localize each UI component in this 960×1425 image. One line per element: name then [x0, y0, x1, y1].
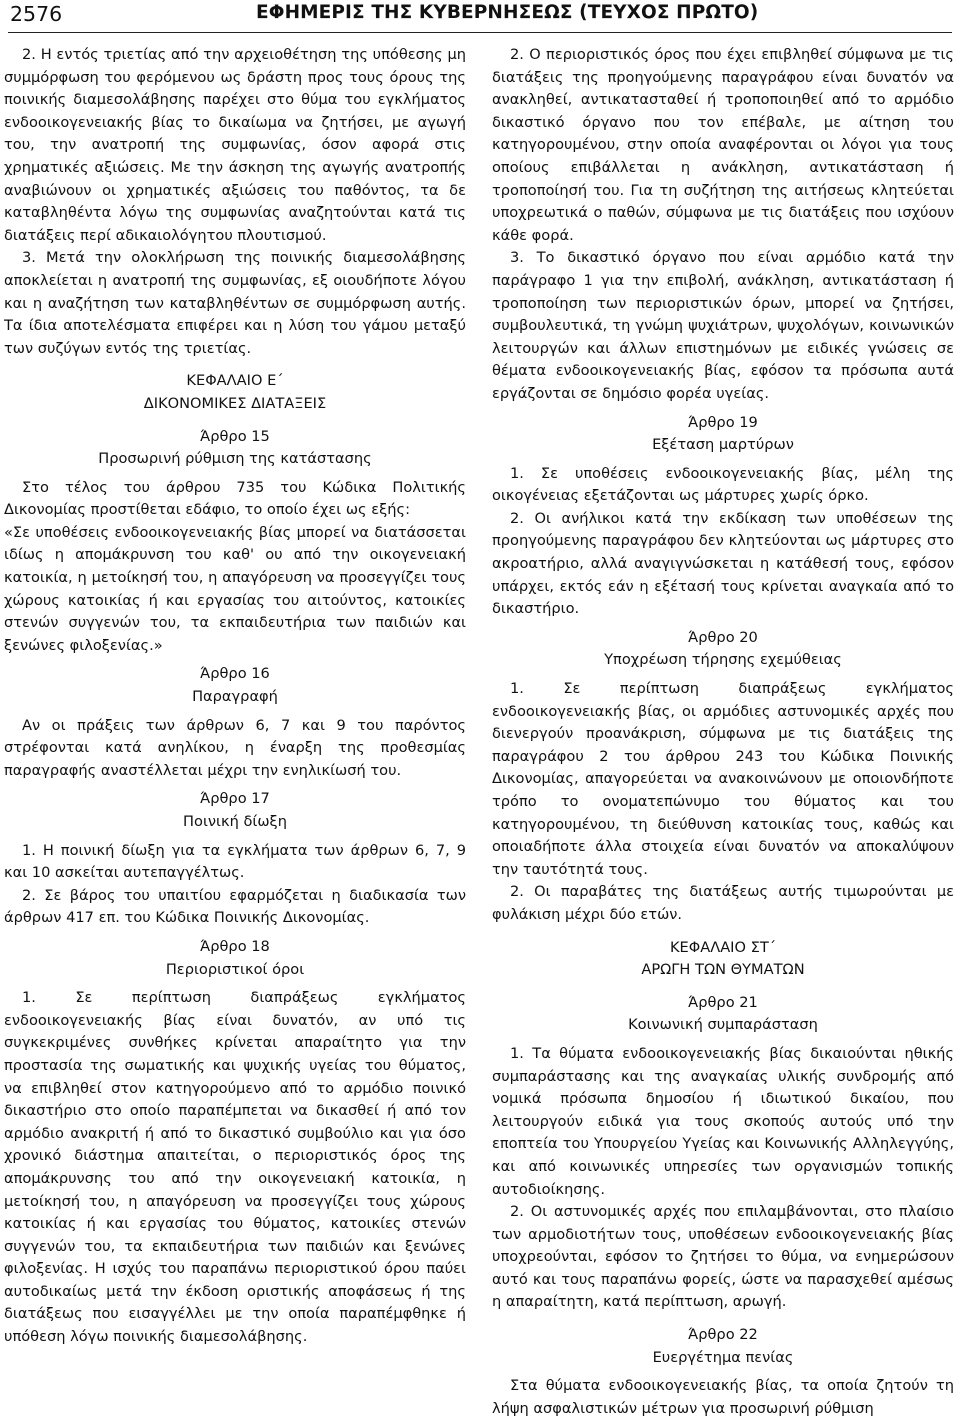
paragraph: 2. Ο περιοριστικός όρος που έχει επιβληθεί σύμφωνα με τις διατάξεις της προηγούμενης παραγράφου είναι δυνατόν να ανακληθεί, αντικατασταθεί ή τροποποιηθεί από το αρμόδιο δικαστικό όργανο που τον επέβαλε, με αίτηση του κατηγορουμένου, στην οποία αναφέρονται οι λόγοι για τους οποίους επιβάλλεται η ανάκληση, αντικατάσταση ή τροποποίησή του. Για τη συζήτηση της αιτήσεως κλητεύεται υποχρεωτικά ο παθών, σύμφωνα με τις διατάξεις που ισχύουν κάθε φορά. [492, 46, 954, 244]
paragraph: 1. Σε υποθέσεις ενδοοικογενειακής βίας, μέλη της οικογένειας εξετάζονται ως μάρτυρες χωρίς όρκο. [492, 464, 954, 505]
article-title: Ποινική δίωξη [183, 813, 287, 830]
gazette-title: ΕΦΗΜΕΡΙΣ ΤΗΣ ΚΥΒΕΡΝΗΣΕΩΣ (ΤΕΥΧΟΣ ΠΡΩΤΟ) [256, 2, 759, 23]
paragraph: 1. Σε περίπτωση διαπράξεως εγκλήματος ενδοοικογενειακής βίας είναι δυνατόν, αν υπό τις συγκεκριμένες συνθήκες κρίνεται απαραίτητο για την προστασία της σωματικής και ψυχικής υγείας του θύματος, να επιβληθεί στον κατηγορούμενο από το αρμόδιο ποινικό δικαστήριο στο οποίο παραπέμπεται να δικασθεί ή από τον αρμόδιο ανακριτή ή από το δικαστικό συμβούλιο και για όσο χρονικό διάστημα απαιτείται, ο περιοριστικός όρος της απομάκρυνσης του από την οικογενειακή κατοικία, η μετοίκησή του, η απαγόρευση να προσεγγίζει τους χώρους κατοικίας ή και εργασίας του θύματος, κατοικίες στενών συγγενών του, τα εκπαιδευτήρια των παιδιών και ξενώνες φιλοξενίας. Η ισχύς του παραπάνω περιοριστικού όρου παύει αυτοδικαίως μετά την έκδοση οριστικής αποφάσεως ή της διατάξεως που εισαγγέλλει με την οποία παραπέμφθηκε ή υπόθεση λόγω ποινικής διαμεσολάβησης. [4, 989, 466, 1346]
chapter-label: ΚΕΦΑΛΑΙΟ Ε΄ [186, 372, 284, 390]
article-label: Άρθρο 21 [688, 993, 758, 1011]
article-label: Άρθρο 18 [200, 937, 270, 955]
paragraph: 3. Το δικαστικό όργανο που είναι αρμόδιο κατά την παράγραφο 1 για την επιβολή, ανάκληση, αντικατάσταση ή τροποποίηση των περιοριστικών όρων, μπορεί να ζητήσει, συμβουλευτικά, τη γνώμη ψυχιάτρων, ψυχολόγων, κοινωνικών λειτουργών και άλλων επιστημόνων με ειδικές γνώσεις σε θέματα ενδοοικογενειακής βίας, εφόσον τα πρόσωπα αυτά εργάζονται σε δημόσιο φορέα υγείας. [492, 249, 954, 402]
article-label: Άρθρο 15 [200, 427, 270, 445]
paragraph: 2. Οι παραβάτες της διατάξεως αυτής τιμωρούνται με φυλάκιση μέχρι δύο ετών. [492, 883, 954, 923]
article-title: Κοινωνική συμπαράσταση [628, 1016, 818, 1034]
paragraph: Στο τέλος του άρθρου 735 του Κώδικα Πολιτικής Δικονομίας προστίθεται εδάφιο, το οποίο έχει ως εξής: [4, 478, 466, 519]
paragraph: 3. Μετά την ολοκλήρωση της ποινικής διαμεσολάβησης αποκλείεται η ανατροπή της συμφωνίας, εξ οιουδήποτε λόγου και η αναζήτηση των καταβληθέντων σε συμμόρφωση αυτής. Τα ίδια αποτελέσματα επιφέρει και η λύση του γάμου μεταξύ των συζύγων εντός της τριετίας. [4, 249, 466, 357]
paragraph: 2. Οι αστυνομικές αρχές που επιλαμβάνονται, στο πλαίσιο των αρμοδιοτήτων τους, υποθέσεων ενδοοικογενειακής βίας υποχρεούνται, εφόσον το ζητήσει το θύμα, να ενημερώσουν αυτό και τους παραπάνω φορείς, ώστε να παρασχεθεί αμέσως η απαραίτητη, κατά περίπτωση, αρωγή. [492, 1203, 954, 1311]
article-title: Ευεργέτημα πενίας [652, 1348, 794, 1366]
article-title: Υποχρέωση τήρησης εχεμύθειας [604, 651, 842, 669]
article-label: Άρθρο 22 [688, 1326, 758, 1344]
paragraph: Στα θύματα ενδοοικογενειακής βίας, τα οποία ζητούν τη λήψη ασφαλιστικών μέτρων για προσωρινή ρύθμιση [492, 1377, 954, 1417]
right-column [492, 44, 954, 1420]
paragraph: 2. Οι ανήλικοι κατά την εκδίκαση των υποθέσεων της προηγούμενης παραγράφου δεν κλητεύονται ως μάρτυρες στο ακροατήριο, αλλά αναγιγνώσκεται η κατάθεσή τους, εφόσον υπάρχει, εκτός εάν η εξέτασή τους κρίνεται αναγκαία από το δικαστήριο. [492, 509, 954, 618]
chapter-title: ΑΡΩΓΗ ΤΩΝ ΘΥΜΑΤΩΝ [641, 961, 805, 979]
paragraph: 2. Σε βάρος του υπαιτίου εφαρμόζεται η διαδικασία των άρθρων 417 επ. του Κώδικα Ποινικής Δικονομίας. [4, 886, 466, 927]
article-label: Άρθρο 16 [200, 665, 270, 683]
left-column [4, 44, 466, 1349]
paragraph: 1. Τα θύματα ενδοοικογενειακής βίας δικαιούνται ηθικής συμπαράστασης και της αναγκαίας υλικής συνδρομής από νομικά πρόσωπα δημοσίου ή ιδιωτικού δικαίου, που λειτουργούν ειδικά για τους σκοπούς αυτούς υπό την εποπτεία του Υπουργείου Υγείας και Κοινωνικής Αλληλεγγύης, και από κοινωνικές υπηρεσίες των οργανισμών τοπικής αυτοδιοίκησης. [492, 1044, 954, 1198]
chapter-title: ΔΙΚΟΝΟΜΙΚΕΣ ΔΙΑΤΑΞΕΙΣ [143, 394, 327, 412]
article-label: Άρθρο 17 [200, 790, 270, 808]
page-number: 2576 [10, 2, 63, 26]
page-header [8, 2, 952, 33]
article-label: Άρθρο 19 [688, 413, 758, 431]
article-title: Προσωρινή ρύθμιση της κατάστασης [98, 450, 372, 468]
article-title: Παραγραφή [192, 688, 278, 706]
paragraph: 1. Σε περίπτωση διαπράξεως εγκλήματος ενδοοικογενειακής βίας, οι αρμόδιες αστυνομικές αρχές που διενεργούν προανάκριση, σύμφωνα με τις διατάξεις της παραγράφου 2 του άρθρου 243 του Κώδικα Ποινικής Δικονομίας, απαγορεύεται να ανακοινώνουν με οποιονδήποτε τρόπο το ονοματεπώνυμο του θύματος και του κατηγορουμένου, τη διεύθυνση κατοικίας τους, καθώς και οποιαδήποτε άλλα στοιχεία είναι δυνατόν να αποκαλύψουν την ταυτότητά τους. [492, 680, 954, 878]
article-title: Εξέταση μαρτύρων [652, 436, 794, 454]
paragraph: 1. Η ποινική δίωξη για τα εγκλήματα των άρθρων 6, 7, 9 και 10 ασκείται αυτεπαγγέλτως. [4, 841, 466, 882]
paragraph: «Σε υποθέσεις ενδοοικογενειακής βίας μπορεί να διατάσσεται ιδίως η απομάκρυνση του καθ' ου από την οικογενειακή κατοικία, η μετοίκησή του, η απαγόρευση να προσεγγίζει τους χώρους κατοικίας ή και εργασίας του αιτούντος, κατοικίες στενών συγγενών του, τα εκπαιδευτήρια των παιδιών και ξενώνες φιλοξενίας.» [4, 523, 466, 654]
paragraph: 2. Η εντός τριετίας από την αρχειοθέτηση της υπόθεσης μη συμμόρφωση του φερόμενου ως δράστη προς τους όρους της ποινικής διαμεσολάβησης παρέχει στο θύμα του εγκλήματος ενδοοικογενειακής βίας το δικαίωμα να ζητήσει, με αγωγή του, την ανατροπή της συμφωνίας, όσον αφορά στις χρηματικές αξιώσεις. Με την άσκηση της αγωγής ανατροπής αναβιώνουν οι χρηματικές αξιώσεις του παθόντος, τα δε καταβληθέντα λόγω της συμφωνίας αναζητούνται κατά τις διατάξεις περί αδικαιολόγητου πλουτισμού. [4, 46, 466, 244]
article-label: Άρθρο 20 [688, 628, 758, 646]
article-title: Περιοριστικοί όροι [165, 960, 305, 978]
chapter-label: ΚΕΦΑΛΑΙΟ ΣΤ΄ [669, 938, 777, 956]
paragraph: Αν οι πράξεις των άρθρων 6, 7 και 9 του παρόντος στρέφονται κατά ανηλίκου, η έναρξη της προθεσμίας παραγραφής αναστέλλεται μέχρι την ενηλικίωσή του. [4, 716, 466, 779]
